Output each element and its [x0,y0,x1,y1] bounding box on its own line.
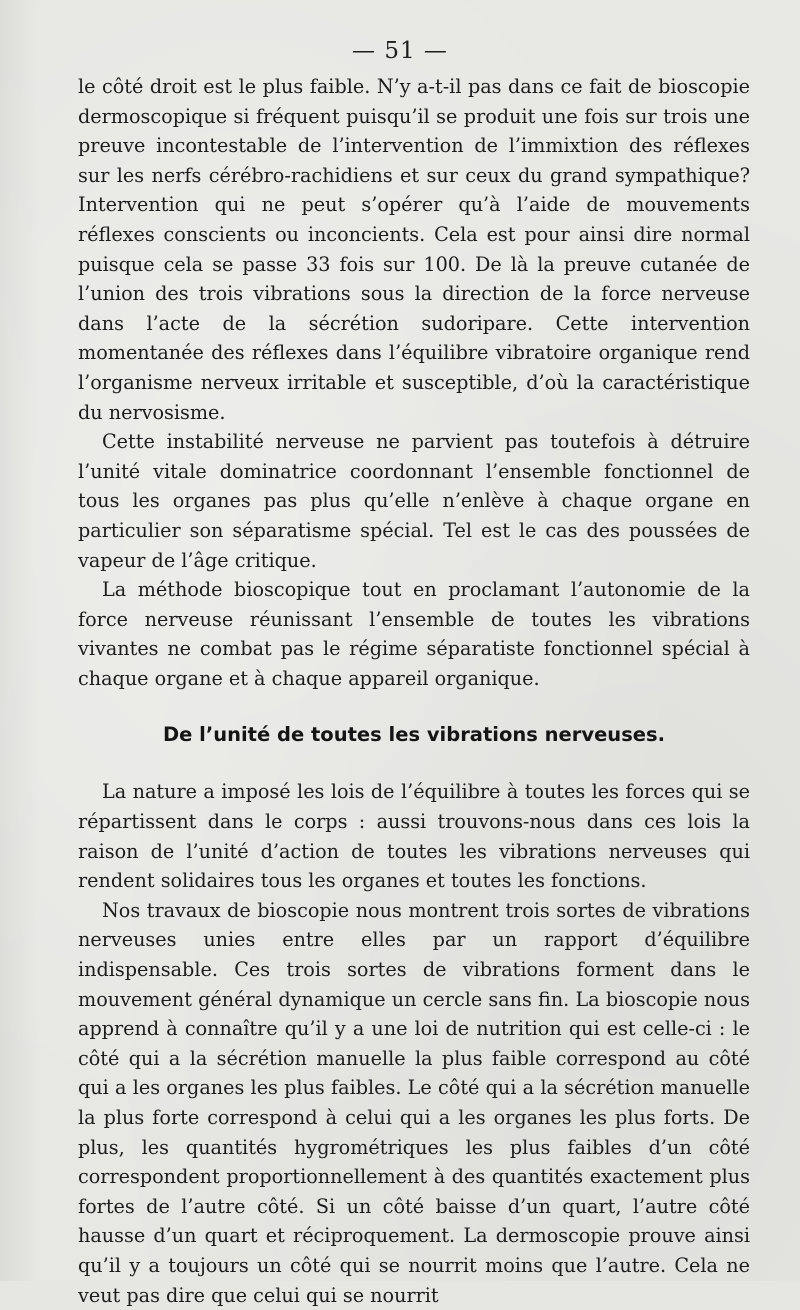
section-heading: De l’unité de toutes les vibrations nerveuses. [162,723,666,747]
paragraph-2: Cette instabilité nerveuse ne parvient pas toutefois à détruire l’unité vitale dominatrice coordonnant l’ensemble fonctionnel de tous les organes pas plus qu’elle n’enlève à chaque organe en particulier son séparatisme spécial. Tel est le cas des poussées de vapeur de l’âge critique. [78,430,750,572]
paragraph-4: La nature a imposé les lois de l’équilibre à toutes les forces qui se répartissent dans le corps : aussi trouvons-nous dans ces lois la raison de l’unité d’action de toutes les vibrations nerveuses qui rendent solidaires tous les organes et toutes les fonctions. [78,780,750,893]
page-number: — 51 — [352,38,448,64]
page-body [78,72,750,1310]
paragraph-3: La méthode bioscopique tout en proclamant l’autonomie de la force nerveuse réunissant l’ensemble de toutes les vibrations vivantes ne combat pas le régime séparatiste fonctionnel spécial à chaque organe et à chaque appareil organique. [78,578,750,690]
paragraph-5: Nos travaux de bioscopie nous montrent trois sortes de vibrations nerveuses unies entre elles par un rapport d’équilibre indispensable. Ces trois sortes de vibrations forment dans le mouvement général dynamique un cercle sans fin. La bioscopie nous apprend à connaître qu’il y a une loi de nutrition qui est celle-ci : le côté qui a la sécrétion manuelle la plus faible correspond au côté qui a les organes les plus faibles. Le côté qui a la sécrétion manuelle la plus forte correspond à celui qui a les organes les plus forts. De plus, les quantités hygrométriques les plus faibles d’un côté correspondent proportionnellement à des quantités exactement plus fortes de l’autre côté. Si un côté baisse d’un quart, l’autre côté hausse d’un quart et réciproquement. La dermoscopie prouve ainsi qu’il y a toujours un côté qui se nourrit moins que l’autre. Cela ne veut pas dire que celui qui se nourrit [78,898,750,1307]
paragraph-1: le côté droit est le plus faible. N’y a-t-il pas dans ce fait de bioscopie dermoscopique si fréquent puisqu’il se produit une fois sur trois une preuve incontestable de l’intervention de l’immixtion des réflexes sur les nerfs cérébro-rachidiens et sur ceux du grand sympathique? Intervention qui ne peut s’opérer qu’à l’aide de mouvements réflexes conscients ou inconcients. Cela est pour ainsi dire normal puisque cela se passe 33 fois sur 100. De là la preuve cutanée de l’union des trois vibrations sous la direction de la force nerveuse dans l’acte de la sécrétion sudoripare. Cette intervention momentanée des réflexes dans l’équilibre vibratoire organique rend l’organisme nerveux irritable et susceptible, d’où la caractéristique du nervosisme. [78,75,750,424]
